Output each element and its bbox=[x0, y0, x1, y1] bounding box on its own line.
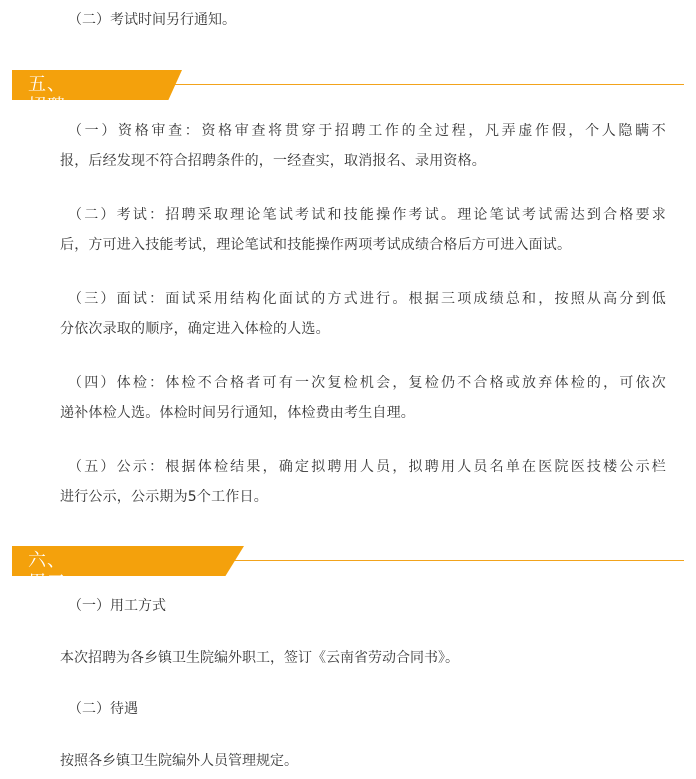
employment-type-text: 本次招聘为各乡镇卫生院编外职工，签订《云南省劳动合同书》。 bbox=[60, 650, 459, 666]
paragraph-line: （一）资格审查：资格审查将贯穿于招聘工作的全过程，凡弄虚作假，个人隐瞒不 bbox=[68, 123, 666, 139]
paragraph-medical-exam bbox=[60, 373, 666, 423]
paragraph-qualification-review bbox=[60, 121, 666, 171]
subheading-benefits: （二）待遇 bbox=[68, 701, 138, 717]
paragraph-line: 报，后经发现不符合招聘条件的，一经查实，取消报名、录用资格。 bbox=[60, 153, 486, 169]
section-title: 五、招聘程序 bbox=[28, 74, 66, 139]
paragraph-public-notice bbox=[60, 457, 666, 507]
paragraph-line: （五）公示：根据体检结果，确定拟聘用人员，拟聘用人员名单在医院医技楼公示栏 bbox=[68, 459, 666, 475]
paragraph-line: （三）面试：面试采用结构化面试的方式进行。根据三项成绩总和，按照从高分到低 bbox=[68, 291, 666, 307]
paragraph-line: （二）考试：招聘采取理论笔试考试和技能操作考试。理论笔试考试需达到合格要求 bbox=[68, 207, 666, 223]
paragraph-line: 后，方可进入技能考试，理论笔试和技能操作两项考试成绩合格后方可进入面试。 bbox=[60, 237, 572, 253]
paragraph-line: （四）体检：体检不合格者可有一次复检机会，复检仍不合格或放弃体检的，可依次 bbox=[68, 375, 666, 391]
paragraph-line: 分依次录取的顺序，确定进入体检的人选。 bbox=[60, 321, 330, 337]
exam-time-note: （二）考试时间另行通知。 bbox=[68, 12, 236, 28]
paragraph-exam bbox=[60, 205, 666, 255]
benefits-text: 按照各乡镇卫生院编外人员管理规定。 bbox=[60, 753, 298, 769]
subheading-employment-type: （一）用工方式 bbox=[68, 598, 166, 614]
paragraph-line: 进行公示，公示期为5个工作日。 bbox=[60, 489, 268, 505]
paragraph-interview bbox=[60, 289, 666, 339]
paragraph-line: 递补体检人选。体检时间另行通知，体检费由考生自理。 bbox=[60, 405, 415, 421]
section-title: 六、用工方式及待遇 bbox=[28, 550, 66, 659]
